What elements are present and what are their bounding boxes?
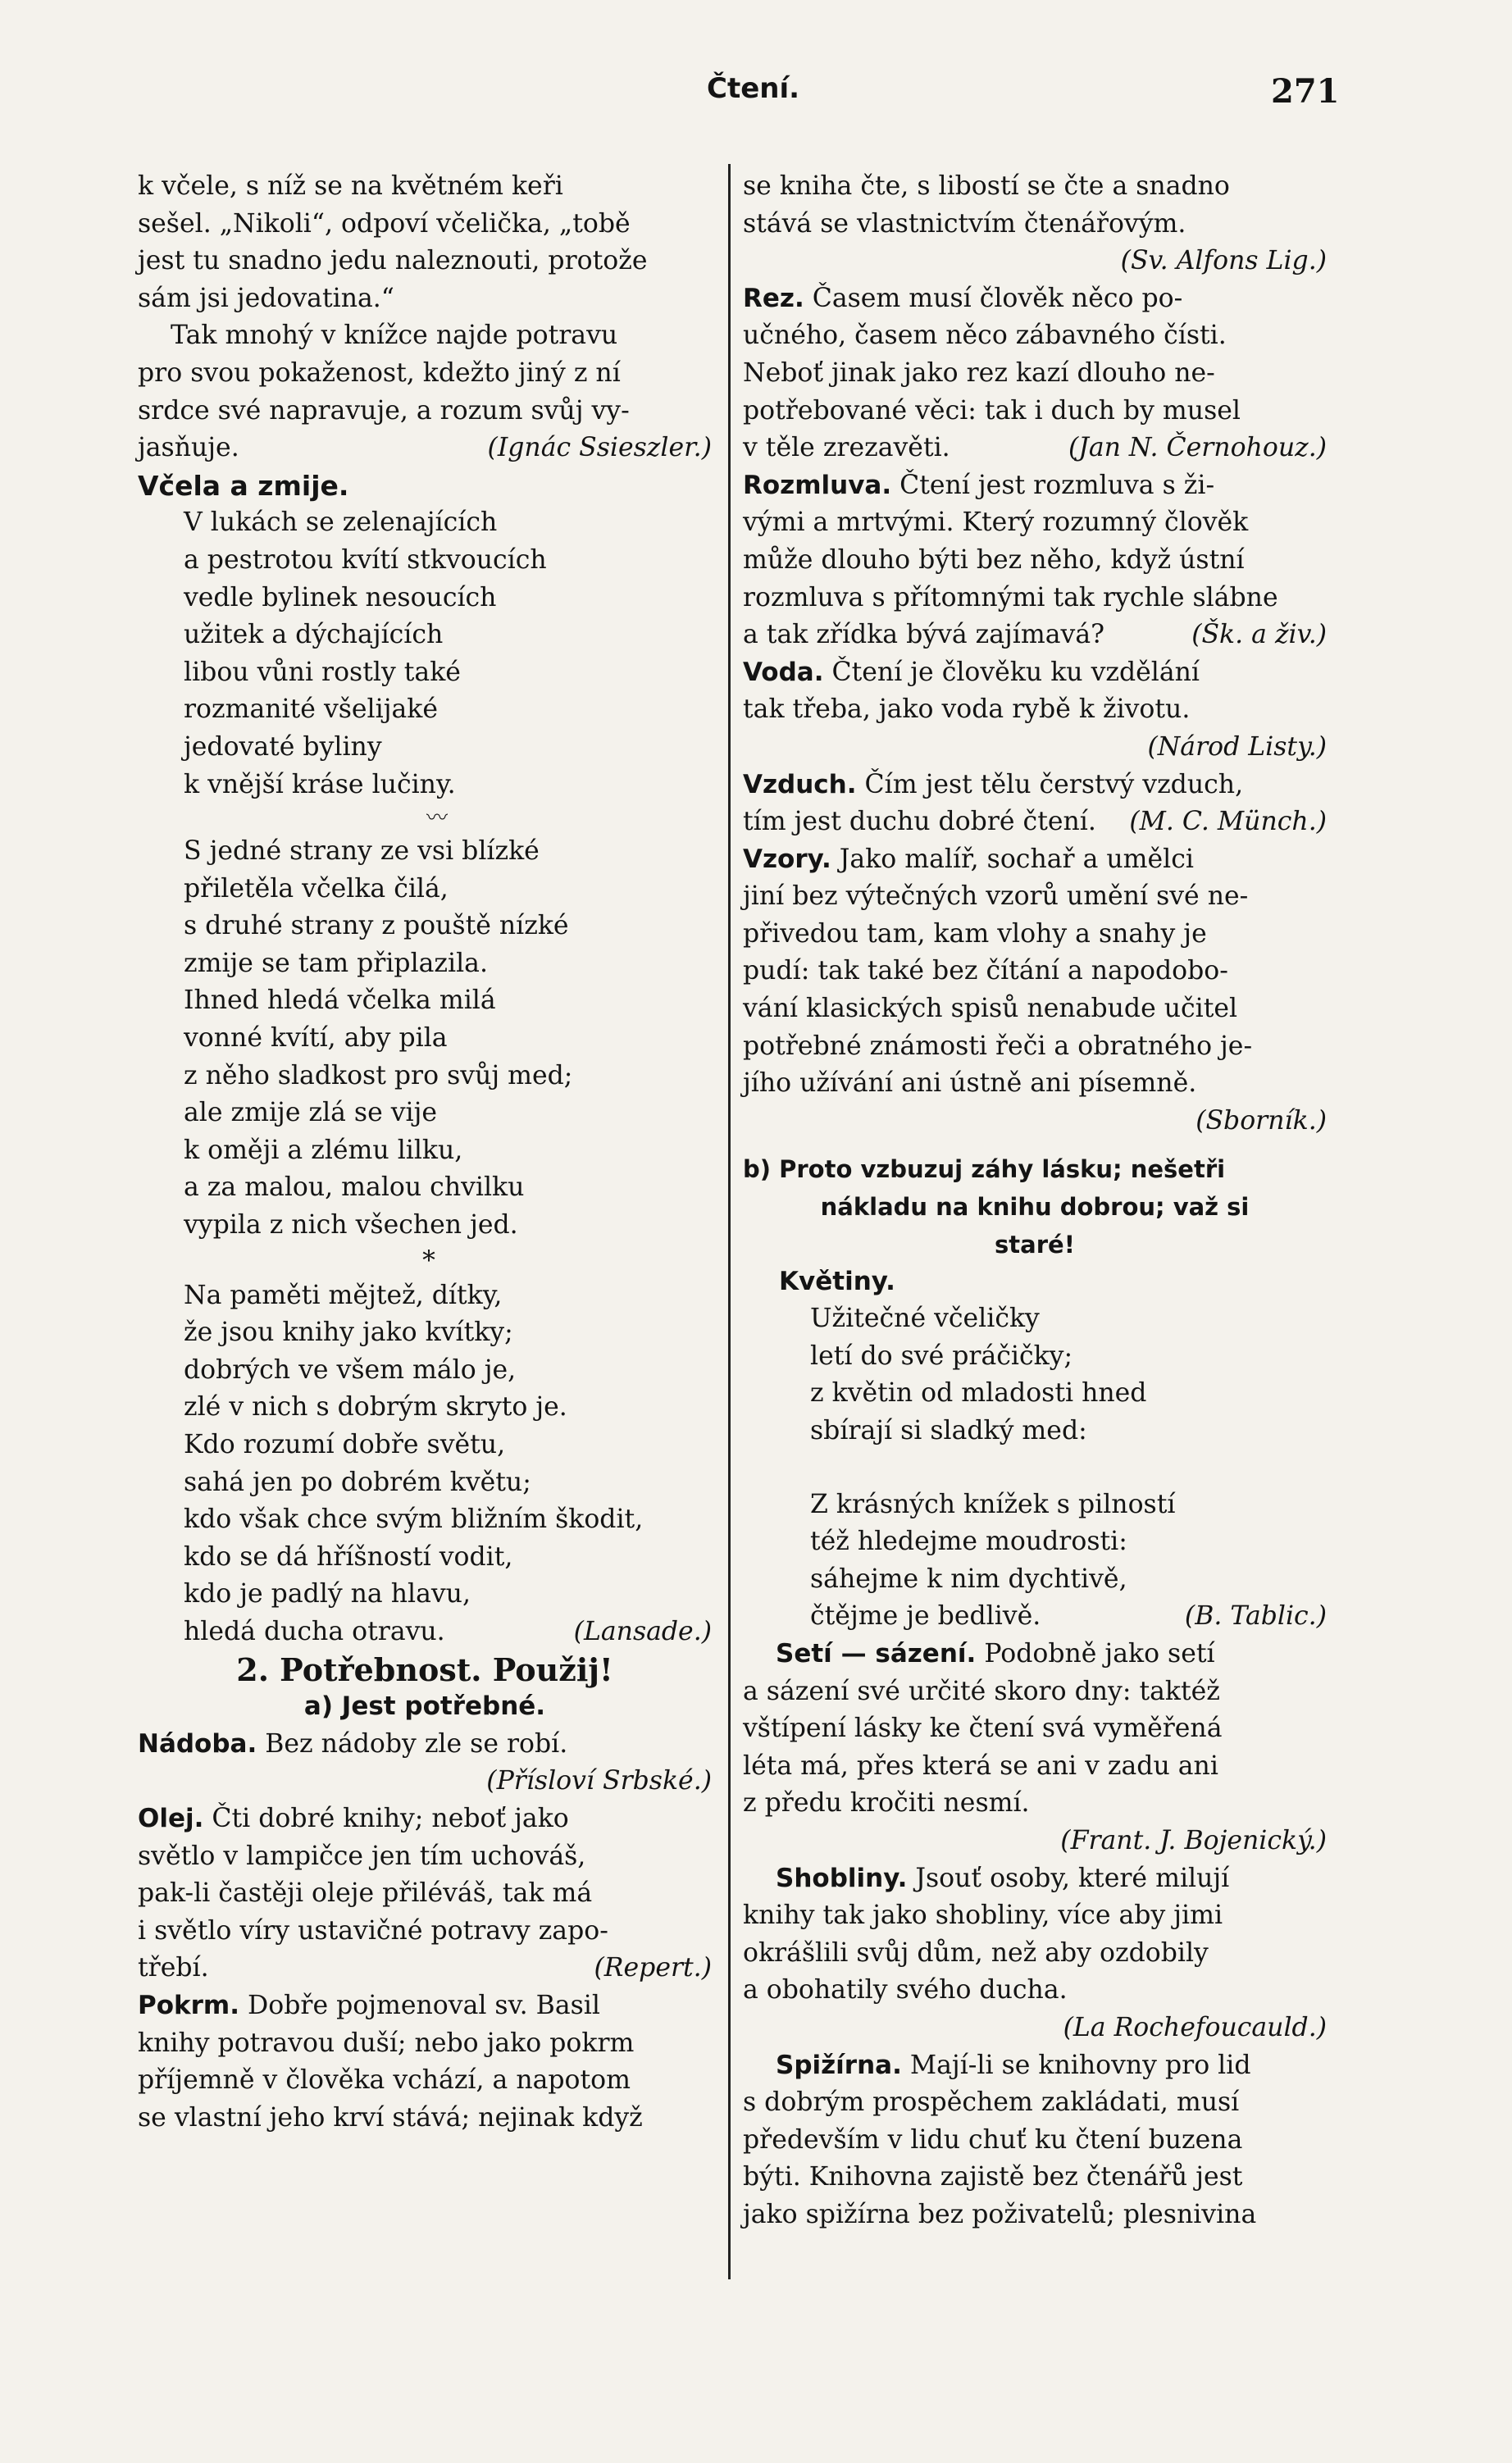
poem-line: Na paměti mějtež, dítky, [184, 1280, 503, 1310]
poem-line: vypila z nich všechen jed. [184, 1210, 518, 1241]
entry-line [743, 1636, 1327, 1673]
poem-line: rozmanité všelijaké [184, 694, 438, 725]
text-line: Tak mnohý v knížce najde potravu [171, 321, 618, 351]
poem-line: kdo však chce svým bližním škodit, [184, 1505, 644, 1535]
poem-stanza [184, 833, 712, 1245]
text-line: i světlo víry ustavičné potravy zapo- [138, 1915, 608, 1946]
source-citation: (La Rochefoucauld.) [1063, 2012, 1327, 2042]
poem-line: ale zmije zlá se vije [184, 1098, 438, 1128]
entry-head: Rozmluva. [743, 470, 892, 500]
text-line: učného, časem něco zábavného čísti. [743, 321, 1227, 351]
text-line: pudí: tak také bez čítání a napodobo- [743, 956, 1228, 986]
poem-stanza [184, 1277, 712, 1651]
text-line: může dlouho býti bez něho, když ústní [743, 544, 1245, 575]
poem-line: kdo je padlý na hlavu, [184, 1579, 471, 1609]
text-line: jího užívání ani ústně ani písemně. [743, 1068, 1197, 1099]
text-line: a obohatily svého ducha. [743, 1975, 1068, 2005]
text-line: k včele, s níž se na květném keři [138, 171, 563, 201]
source-citation: (M. C. Münch.) [1129, 807, 1327, 837]
text-fragment: v těle zrezavěti. [743, 433, 950, 463]
entry-head: Setí — sázení. [776, 1638, 977, 1669]
poem-line: užitek a dýchajících [184, 620, 444, 650]
text-line: rozmluva s přítomnými tak rychle slábne [743, 582, 1278, 612]
text-line: přivedou tam, kam vlohy a snahy je [743, 918, 1207, 949]
text-line: sešel. „Nikoli“, odpoví včelička, „tobě [138, 208, 631, 239]
poem-line: Užitečné včeličky [810, 1304, 1040, 1334]
source-citation: (Jan N. Černohouz.) [1068, 433, 1327, 463]
entry-head: Vzory. [743, 844, 831, 874]
text-line [743, 804, 1327, 841]
text-line [743, 430, 1327, 467]
text-line: vými a mrtvými. Který rozumný člověk [743, 508, 1249, 538]
left-column [138, 168, 712, 2137]
ornament: 〰 [426, 806, 448, 831]
text-line: léta má, přes která se ani v zadu ani [743, 1751, 1218, 1781]
text-line [138, 430, 712, 467]
poem-line: letí do své práčičky; [810, 1341, 1073, 1371]
subsection-heading: a) Jest potřebné. [303, 1691, 546, 1722]
entry-text: Čím jest tělu čerstvý vzduch, [864, 769, 1244, 799]
poem-stanza [184, 504, 712, 804]
entry-head: Vzduch. [743, 769, 857, 799]
poem-line [810, 1598, 1327, 1636]
poem-line: též hledejme moudrosti: [810, 1527, 1127, 1557]
entry-head: Voda. [743, 657, 824, 687]
poem-line: přiletěla včelka čilá, [184, 873, 449, 904]
spacer [743, 1140, 1327, 1151]
poem-line: z květin od mladosti hned [810, 1378, 1147, 1409]
entry-text: Jako malíř, sochař a umělci [839, 844, 1194, 874]
entry-text: Čtení jest rozmluva s ži- [899, 470, 1215, 500]
text-line: především v lidu chuť ku čtení buzena [743, 2124, 1243, 2155]
entry-head: Olej. [138, 1803, 204, 1833]
text-line: světlo v lampičce jen tím uchováš, [138, 1841, 586, 1871]
source-citation: (Repert.) [594, 1953, 712, 1983]
subsection-heading: nákladu na knihu dobrou; važ si [820, 1193, 1250, 1222]
entry-line [138, 1801, 712, 1838]
entry-head: Rez. [743, 283, 804, 313]
text-fragment: hledá ducha otravu. [184, 1616, 445, 1646]
poem-line: jedovaté byliny [184, 731, 382, 762]
text-line: tak třeba, jako voda rybě k životu. [743, 694, 1191, 725]
text-line: vání klasických spisů nenabude učitel [743, 994, 1238, 1024]
poem-line [184, 1614, 712, 1651]
entry-line [743, 841, 1327, 879]
source-citation: (Národ Listy.) [1147, 731, 1327, 762]
poem-line: zmije se tam připlazila. [184, 948, 488, 978]
text-line: vštípení lásky ke čtení svá vyměřená [743, 1714, 1223, 1744]
poem-line: vedle bylinek nesoucích [184, 582, 497, 612]
text-line: srdce své napravuje, a rozum svůj vy- [138, 395, 630, 426]
text-line: potřebované věci: tak i duch by musel [743, 395, 1241, 426]
entry-head: Pokrm. [138, 1990, 239, 2020]
text-line: z předu kročiti nesmí. [743, 1788, 1030, 1819]
text-line [138, 1950, 712, 1987]
poem-line: libou vůni rostly také [184, 657, 461, 687]
text-line: jiní bez výtečných vzorů umění své ne- [743, 881, 1249, 912]
asterisk-separator: * [422, 1245, 435, 1276]
poem-line: zlé v nich s dobrým skryto je. [184, 1392, 567, 1423]
poem-line: k vnější kráse lučiny. [184, 769, 456, 799]
text-line: jest tu snadno jedu naleznouti, protože [138, 246, 648, 276]
subsection-heading: b) Proto vzbuzuj záhy lásku; nešetři [743, 1155, 1226, 1184]
entry-text: Podobně jako setí [984, 1638, 1215, 1669]
entry-text: Mají-li se knihovny pro lid [909, 2050, 1251, 2080]
entry-text: Čti dobré knihy; neboť jako [212, 1803, 569, 1833]
entry-text: Dobře pojmenoval sv. Basil [248, 1990, 600, 2020]
text-fragment: čtějme je bedlivě. [810, 1601, 1041, 1632]
source-citation: (Sv. Alfons Lig.) [1120, 246, 1327, 276]
source-citation: (Přísloví Srbské.) [486, 1766, 712, 1796]
text-line: příjemně v člověka vchází, a napotom [138, 2065, 631, 2096]
poem-title: Včela a zmije. [138, 469, 349, 502]
entry-head: Květiny. [779, 1267, 895, 1297]
poem-line: a pestrotou kvítí stkvoucích [184, 544, 547, 575]
entry-text: Jsouť osoby, které milují [915, 1863, 1230, 1893]
text-line: sám jsi jedovatina.“ [138, 283, 394, 313]
poem-line: že jsou knihy jako kvítky; [184, 1318, 513, 1348]
poem-line: sáhejme k nim dychtivě, [810, 1564, 1127, 1594]
text-fragment: a tak zřídka bývá zajímavá? [743, 620, 1104, 650]
poem-line: s druhé strany z pouště nízké [184, 911, 569, 941]
text-line: se vlastní jeho krví stává; nejinak když [138, 2102, 643, 2133]
text-line: pro svou pokaženost, kdežto jiný z ní [138, 357, 621, 388]
poem-line: a za malou, malou chvilku [184, 1172, 525, 1203]
entry-line [743, 280, 1327, 318]
text-line: okrášlili svůj dům, než aby ozdobily [743, 1937, 1209, 1968]
poem-stanza [810, 1300, 1327, 1450]
source-citation: (Lansade.) [573, 1616, 712, 1646]
poem-line: kdo se dá hříšností vodit, [184, 1541, 513, 1572]
poem-line: Kdo rozumí dobře světu, [184, 1430, 506, 1459]
text-line: Neboť jinak jako rez kazí dlouho ne- [743, 357, 1215, 388]
text-fragment: tím jest duchu dobré čtení. [743, 807, 1096, 837]
text-line: se kniha čte, s libostí se čte a snadno [743, 171, 1230, 201]
text-fragment: třebí. [138, 1953, 209, 1983]
source-citation: (Frant. J. Bojenický.) [1060, 1825, 1327, 1855]
text-line: potřebné známosti řeči a obratného je- [743, 1031, 1253, 1061]
source-citation: (Sborník.) [1195, 1105, 1327, 1136]
poem-stanza [810, 1486, 1327, 1636]
text-line: býti. Knihovna zajistě bez čtenářů jest [743, 2162, 1243, 2192]
text-line: knihy potravou duší; nebo jako pokrm [138, 2028, 635, 2058]
text-line: knihy tak jako shobliny, více aby jimi [743, 1901, 1223, 1931]
source-citation: (Ignác Ssieszler.) [487, 433, 712, 463]
entry-line [138, 1726, 712, 1764]
text-line [743, 617, 1327, 654]
poem-line: Z krásných knížek s pilností [810, 1489, 1176, 1519]
section-heading: 2. Potřebnost. Použij! [236, 1650, 613, 1688]
entry-line [743, 2047, 1327, 2085]
poem-line: vonné kvítí, aby pila [184, 1023, 448, 1054]
text-line: jako spižírna bez poživatelů; plesnivina [743, 2199, 1257, 2229]
text-line: stává se vlastnictvím čtenářovým. [743, 208, 1186, 239]
subsection-heading: staré! [995, 1230, 1075, 1259]
text-line: pak-li častěji oleje přiléváš, tak má [138, 1878, 593, 1909]
entry-line [743, 1860, 1327, 1898]
poem-line: sbírají si sladký med: [810, 1416, 1087, 1445]
entry-line [743, 767, 1327, 804]
poem-line: V lukách se zelenajících [184, 508, 498, 538]
source-citation: (B. Tablic.) [1184, 1601, 1327, 1632]
poem-line: S jedné strany ze vsi blízké [184, 836, 540, 867]
entry-line [743, 654, 1327, 692]
text-line: s dobrým prospěchem zakládati, musí [743, 2087, 1240, 2118]
entry-head: Shobliny. [776, 1863, 908, 1893]
source-citation: (Šk. a živ.) [1191, 620, 1327, 650]
right-column [743, 168, 1327, 2233]
entry-text: Bez nádoby zle se robí. [265, 1728, 568, 1759]
poem-line: sahá jen po dobrém květu; [184, 1467, 531, 1497]
page-number: 271 [1271, 72, 1340, 111]
running-head-title: Čtení. [707, 72, 800, 105]
entry-line [138, 1987, 712, 2025]
poem-line: k oměji a zlému lilku, [184, 1135, 463, 1165]
text-line: a sázení své určité skoro dny: taktéž [743, 1676, 1220, 1706]
entry-text: Čtení je člověku ku vzdělání [831, 657, 1200, 687]
poem-line: Ihned hledá včelka milá [184, 986, 496, 1016]
entry-line [743, 467, 1327, 505]
running-head [0, 72, 1512, 121]
column-rule [728, 164, 731, 2279]
entry-head: Nádoba. [138, 1728, 257, 1759]
poem-line: dobrých ve všem málo je, [184, 1354, 517, 1385]
poem-line: z něho sladkost pro svůj med; [184, 1060, 573, 1090]
entry-head: Spižírna. [776, 2050, 902, 2080]
entry-text: Časem musí člověk něco po- [812, 283, 1183, 313]
spacer [743, 1450, 1327, 1486]
text-fragment: jasňuje. [138, 433, 239, 463]
